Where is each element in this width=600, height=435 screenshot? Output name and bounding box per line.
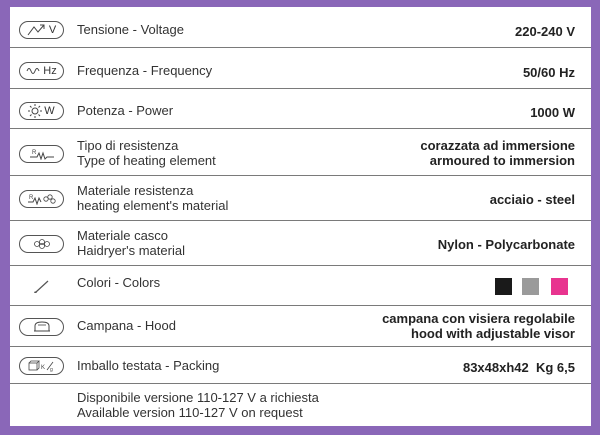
casing-value: Nylon - Polycarbonate bbox=[437, 237, 575, 252]
casing-icon bbox=[19, 235, 64, 253]
color-swatch-grey bbox=[522, 278, 539, 295]
frequency-value: 50/60 Hz bbox=[522, 65, 575, 80]
spec-row-heating-element bbox=[10, 129, 591, 176]
spec-row-casing-material bbox=[10, 221, 591, 266]
heating-element-value-en: armoured to immersion bbox=[429, 153, 575, 168]
power-label: Potenza - Power bbox=[77, 103, 174, 118]
packing-label: Imballo testata - Packing bbox=[77, 358, 220, 373]
heating-element-value-it: corazzata ad immersione bbox=[420, 138, 575, 153]
spec-row-power bbox=[10, 89, 591, 129]
spec-row-frequency bbox=[10, 48, 591, 89]
packing-value: 83x48xh42 Kg 6,5 bbox=[462, 360, 575, 375]
voltage-value: 220-240 V bbox=[515, 24, 575, 39]
heating-element-label-en: Type of heating element bbox=[77, 153, 216, 168]
heating-element-icon bbox=[19, 145, 64, 163]
hood-label: Campana - Hood bbox=[77, 318, 176, 333]
svg-text:R: R bbox=[31, 150, 36, 156]
spec-row-colors bbox=[10, 266, 591, 306]
frequency-icon: Hz bbox=[19, 62, 64, 80]
element-material-label-it: Materiale resistenza bbox=[77, 183, 194, 198]
power-value: 1000 W bbox=[530, 105, 575, 120]
svg-text:K: K bbox=[40, 365, 45, 371]
spec-row-element-material bbox=[10, 176, 591, 221]
element-material-label-en: heating element's material bbox=[77, 198, 229, 213]
spec-row-packing bbox=[10, 347, 591, 384]
svg-text:g: g bbox=[49, 367, 53, 372]
voltage-icon: V bbox=[19, 21, 64, 39]
footer-line-1: Disponibile versione 110-127 V a richiesta bbox=[77, 390, 319, 405]
element-material-icon bbox=[19, 190, 64, 208]
element-material-value: acciaio - steel bbox=[489, 192, 575, 207]
heating-element-label-it: Tipo di resistenza bbox=[77, 138, 179, 153]
casing-label-en: Haidryer's material bbox=[77, 243, 185, 258]
colors-label: Colori - Colors bbox=[77, 275, 161, 290]
paint-brush-icon bbox=[19, 277, 64, 295]
casing-label-it: Materiale casco bbox=[77, 228, 169, 243]
hood-value-it: campana con visiera regolabile bbox=[382, 311, 575, 326]
svg-text:R: R bbox=[28, 195, 33, 201]
footer-note bbox=[10, 384, 591, 426]
spec-row-hood bbox=[10, 306, 591, 347]
hood-value-en: hood with adjustable visor bbox=[411, 326, 575, 341]
voltage-label: Tensione - Voltage bbox=[77, 22, 184, 37]
power-icon: W bbox=[19, 102, 64, 120]
hood-icon bbox=[19, 318, 64, 336]
footer-line-2: Available version 110-127 V on request bbox=[77, 405, 303, 420]
color-swatch-black bbox=[495, 278, 512, 295]
packing-icon bbox=[19, 357, 64, 375]
color-swatch-pink bbox=[551, 278, 568, 295]
spec-table bbox=[10, 7, 591, 426]
frequency-label: Frequenza - Frequency bbox=[77, 63, 213, 78]
spec-row-voltage bbox=[10, 7, 591, 48]
